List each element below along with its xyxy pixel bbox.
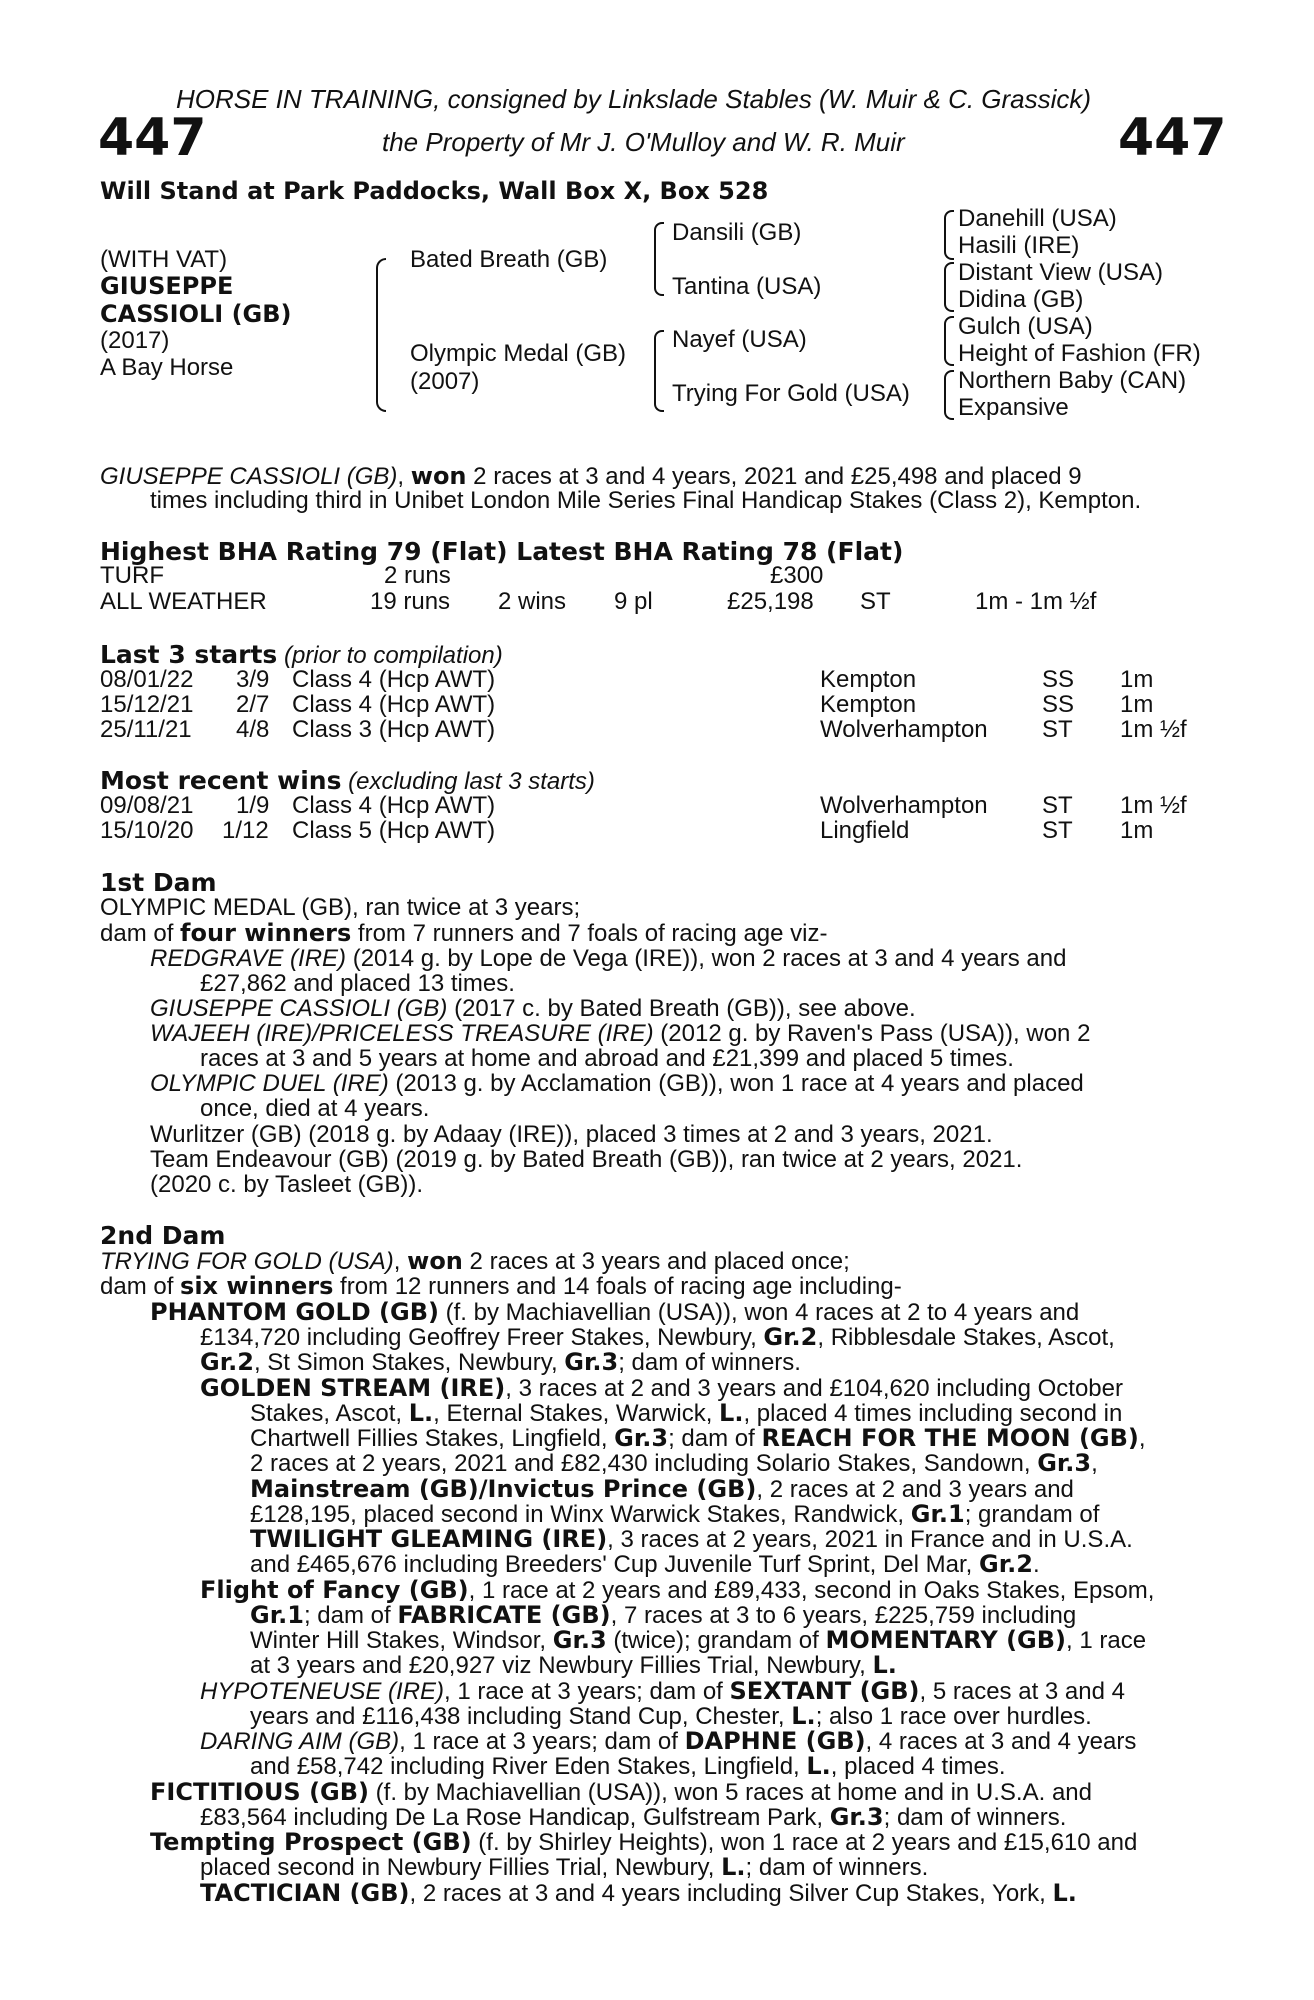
pedigree-brace-ds xyxy=(944,316,954,366)
pedigree-dam-dam: Trying For Gold (USA) xyxy=(672,380,910,407)
pedigree-ddd: Expansive xyxy=(958,394,1069,421)
horse-description: A Bay Horse xyxy=(100,354,234,381)
pedigree-dam: Olympic Medal (GB) xyxy=(410,340,627,367)
pedigree-dss: Gulch (USA) xyxy=(958,313,1093,340)
first-dam-line: OLYMPIC MEDAL (GB), ran twice at 3 years; xyxy=(100,894,581,921)
win-course: Wolverhampton xyxy=(820,792,988,819)
last-starts-heading: Last 3 starts (prior to compilation) xyxy=(100,640,503,669)
pedigree-ssd: Hasili (IRE) xyxy=(958,232,1080,259)
first-dam-summary: dam of four winners from 7 runners and 7 foals of racing age viz- xyxy=(100,919,828,947)
descendant-record-cont: TWILIGHT GLEAMING (IRE), 3 races at 2 years, 2021 in France and in U.S.A. xyxy=(250,1525,1133,1553)
ratings-going: ST xyxy=(860,588,891,615)
produce-record: WAJEEH (IRE)/PRICELESS TREASURE (IRE) (2012 g. by Raven's Pass (USA)), won 2 xyxy=(150,1020,1091,1047)
start-date: 15/12/21 xyxy=(100,691,194,718)
produce-record: OLYMPIC DUEL (IRE) (2013 g. by Acclamation (GB)), won 1 race at 4 years and placed xyxy=(150,1070,1084,1097)
recent-wins-heading: Most recent wins (excluding last 3 starts) xyxy=(100,766,595,795)
pedigree-brace-gen1 xyxy=(376,258,386,412)
bha-ratings-heading: Highest BHA Rating 79 (Flat) Latest BHA Rating 78 (Flat) xyxy=(100,537,904,566)
win-position: 1/12 xyxy=(222,817,269,844)
win-class: Class 4 (Hcp AWT) xyxy=(292,792,496,819)
win-date: 15/10/20 xyxy=(100,817,194,844)
descendant-record-cont: Chartwell Fillies Stakes, Lingfield, Gr.3; dam of REACH FOR THE MOON (GB), xyxy=(250,1424,1146,1452)
start-position: 2/7 xyxy=(236,691,270,718)
start-course: Wolverhampton xyxy=(820,716,988,743)
descendant-record: Tempting Prospect (GB) (f. by Shirley Heights), won 1 race at 2 years and £15,610 and xyxy=(150,1828,1138,1856)
summary-horse-name: GIUSEPPE CASSIOLI (GB) xyxy=(100,463,398,490)
ratings-prize: £25,198 xyxy=(727,588,814,615)
pedigree-sds: Distant View (USA) xyxy=(958,259,1163,286)
descendant-record-cont: and £465,676 including Breeders' Cup Juvenile Turf Sprint, Del Mar, Gr.2. xyxy=(250,1550,1040,1578)
ratings-runs: 2 runs xyxy=(384,562,451,589)
pedigree-sdd: Didina (GB) xyxy=(958,286,1084,313)
descendant-record-cont: Winter Hill Stakes, Windsor, Gr.3 (twice); grandam of MOMENTARY (GB), 1 race xyxy=(250,1626,1147,1654)
descendant-record: HYPOTENEUSE (IRE), 1 race at 3 years; dam of SEXTANT (GB), 5 races at 3 and 4 xyxy=(200,1677,1125,1705)
pedigree-dam-year: (2007) xyxy=(410,368,480,395)
start-position: 3/9 xyxy=(236,666,270,693)
start-class: Class 3 (Hcp AWT) xyxy=(292,716,496,743)
start-course: Kempton xyxy=(820,691,917,718)
summary-won: won xyxy=(410,462,467,490)
descendant-record-cont: placed second in Newbury Fillies Trial, Newbury, L.; dam of winners. xyxy=(200,1853,929,1881)
pedigree-brace-sire xyxy=(654,222,664,296)
start-date: 25/11/21 xyxy=(100,716,192,743)
start-class: Class 4 (Hcp AWT) xyxy=(292,691,496,718)
produce-record: (2020 c. by Tasleet (GB)). xyxy=(150,1171,423,1198)
start-course: Kempton xyxy=(820,666,917,693)
descendant-record-cont: Gr.2, St Simon Stakes, Newbury, Gr.3; dam of winners. xyxy=(200,1348,801,1376)
pedigree-brace-sd xyxy=(944,262,954,312)
ratings-distance: 1m - 1m ½f xyxy=(975,588,1097,615)
win-date: 09/08/21 xyxy=(100,792,194,819)
start-class: Class 4 (Hcp AWT) xyxy=(292,666,496,693)
start-going: SS xyxy=(1042,691,1075,718)
start-going: ST xyxy=(1042,716,1073,743)
descendant-record-cont: at 3 years and £20,927 viz Newbury Fillies Trial, Newbury, L. xyxy=(250,1651,897,1679)
descendant-record-cont: £83,564 including De La Rose Handicap, Gulfstream Park, Gr.3; dam of winners. xyxy=(200,1803,1067,1831)
pedigree-dam-sire: Nayef (USA) xyxy=(672,326,807,353)
race-summary-line1: GIUSEPPE CASSIOLI (GB), won 2 races at 3 and 4 years, 2021 and £25,498 and placed 9 xyxy=(100,462,1082,490)
lot-number-left: 447 xyxy=(98,108,207,168)
second-dam-heading: 2nd Dam xyxy=(100,1221,226,1250)
descendant-record: DARING AIM (GB), 1 race at 3 years; dam of DAPHNE (GB), 4 races at 3 and 4 years xyxy=(200,1727,1137,1755)
win-distance: 1m ½f xyxy=(1120,792,1187,819)
produce-record: Team Endeavour (GB) (2019 g. by Bated Breath (GB)), ran twice at 2 years, 2021. xyxy=(150,1146,1023,1173)
pedigree-brace-ss xyxy=(944,210,954,260)
win-going: ST xyxy=(1042,817,1073,844)
start-distance: 1m xyxy=(1120,691,1154,718)
second-dam-line: TRYING FOR GOLD (USA), won 2 races at 3 years and placed once; xyxy=(100,1247,850,1275)
produce-record: Wurlitzer (GB) (2018 g. by Adaay (IRE)), placed 3 times at 2 and 3 years, 2021. xyxy=(150,1121,993,1148)
start-date: 08/01/22 xyxy=(100,666,194,693)
ratings-prize: £300 xyxy=(770,562,824,589)
pedigree-brace-dam xyxy=(654,330,664,412)
ratings-surface: ALL WEATHER xyxy=(100,588,267,615)
pedigree-sire-dam: Tantina (USA) xyxy=(672,273,822,300)
win-position: 1/9 xyxy=(236,792,270,819)
descendant-record: Flight of Fancy (GB), 1 race at 2 years and £89,433, second in Oaks Stakes, Epsom, xyxy=(200,1576,1155,1604)
produce-record: GIUSEPPE CASSIOLI (GB) (2017 c. by Bated Breath (GB)), see above. xyxy=(150,995,916,1022)
pedigree-sss: Danehill (USA) xyxy=(958,205,1117,232)
pedigree-sire: Bated Breath (GB) xyxy=(410,246,608,273)
produce-record-cont: £27,862 and placed 13 times. xyxy=(200,970,515,997)
produce-record: REDGRAVE (IRE) (2014 g. by Lope de Vega (IRE)), won 2 races at 3 and 4 years and xyxy=(150,945,1067,972)
header-property: the Property of Mr J. O'Mulloy and W. R. Muir xyxy=(382,127,905,157)
race-summary-line2: times including third in Unibet London Mile Series Final Handicap Stakes (Class 2), Kempton. xyxy=(150,487,1142,514)
descendant-record-cont: Gr.1; dam of FABRICATE (GB), 7 races at 3 to 6 years, £225,759 including xyxy=(250,1601,1077,1629)
horse-year: (2017) xyxy=(100,327,170,354)
descendant-record-cont: £128,195, placed second in Winx Warwick Stakes, Randwick, Gr.1; grandam of xyxy=(250,1500,1100,1528)
descendant-record: GOLDEN STREAM (IRE), 3 races at 2 and 3 years and £104,620 including October xyxy=(200,1374,1123,1402)
header-consignor: HORSE IN TRAINING, consigned by Linkslade Stables (W. Muir & C. Grassick) xyxy=(176,84,1092,114)
win-going: ST xyxy=(1042,792,1073,819)
pedigree-dds: Northern Baby (CAN) xyxy=(958,367,1187,394)
win-course: Lingfield xyxy=(820,817,910,844)
win-distance: 1m xyxy=(1120,817,1154,844)
start-going: SS xyxy=(1042,666,1075,693)
start-distance: 1m xyxy=(1120,666,1154,693)
ratings-placed: 9 pl xyxy=(614,588,653,615)
ratings-wins: 2 wins xyxy=(498,588,567,615)
vat-note: (WITH VAT) xyxy=(100,246,228,273)
horse-name-line1: GIUSEPPE xyxy=(100,272,234,300)
descendant-record-cont: 2 races at 2 years, 2021 and £82,430 including Solario Stakes, Sandown, Gr.3, xyxy=(250,1449,1098,1477)
descendant-record: TACTICIAN (GB), 2 races at 3 and 4 years including Silver Cup Stakes, York, L. xyxy=(200,1879,1077,1907)
pedigree-brace-dd xyxy=(944,370,954,420)
descendant-record: FICTITIOUS (GB) (f. by Machiavellian (USA)), won 5 races at home and in U.S.A. and xyxy=(150,1778,1092,1806)
descendant-record: PHANTOM GOLD (GB) (f. by Machiavellian (USA)), won 4 races at 2 to 4 years and xyxy=(150,1298,1080,1326)
lot-number-right: 447 xyxy=(1118,108,1227,168)
descendant-record-cont: and £58,742 including River Eden Stakes, Lingfield, L., placed 4 times. xyxy=(250,1752,1006,1780)
ratings-runs: 19 runs xyxy=(370,588,451,615)
pedigree-sire-sire: Dansili (GB) xyxy=(672,219,802,246)
pedigree-dsd: Height of Fashion (FR) xyxy=(958,340,1201,367)
ratings-surface: TURF xyxy=(100,562,164,589)
start-position: 4/8 xyxy=(236,716,270,743)
produce-record-cont: races at 3 and 5 years at home and abroad and £21,399 and placed 5 times. xyxy=(200,1045,1014,1072)
first-dam-heading: 1st Dam xyxy=(100,868,217,897)
stand-location: Will Stand at Park Paddocks, Wall Box X, Box 528 xyxy=(100,177,769,205)
descendant-record-cont: £134,720 including Geoffrey Freer Stakes, Newbury, Gr.2, Ribblesdale Stakes, Ascot, xyxy=(200,1323,1115,1351)
descendant-record-cont: Stakes, Ascot, L., Eternal Stakes, Warwick, L., placed 4 times including second in xyxy=(250,1399,1123,1427)
win-class: Class 5 (Hcp AWT) xyxy=(292,817,496,844)
second-dam-summary: dam of six winners from 12 runners and 14 foals of racing age including- xyxy=(100,1272,902,1300)
start-distance: 1m ½f xyxy=(1120,716,1187,743)
descendant-record-cont: Mainstream (GB)/Invictus Prince (GB), 2 races at 2 and 3 years and xyxy=(250,1475,1074,1503)
descendant-record-cont: years and £116,438 including Stand Cup, Chester, L.; also 1 race over hurdles. xyxy=(250,1702,1092,1730)
horse-name-line2: CASSIOLI (GB) xyxy=(100,300,292,328)
produce-record-cont: once, died at 4 years. xyxy=(200,1095,430,1122)
